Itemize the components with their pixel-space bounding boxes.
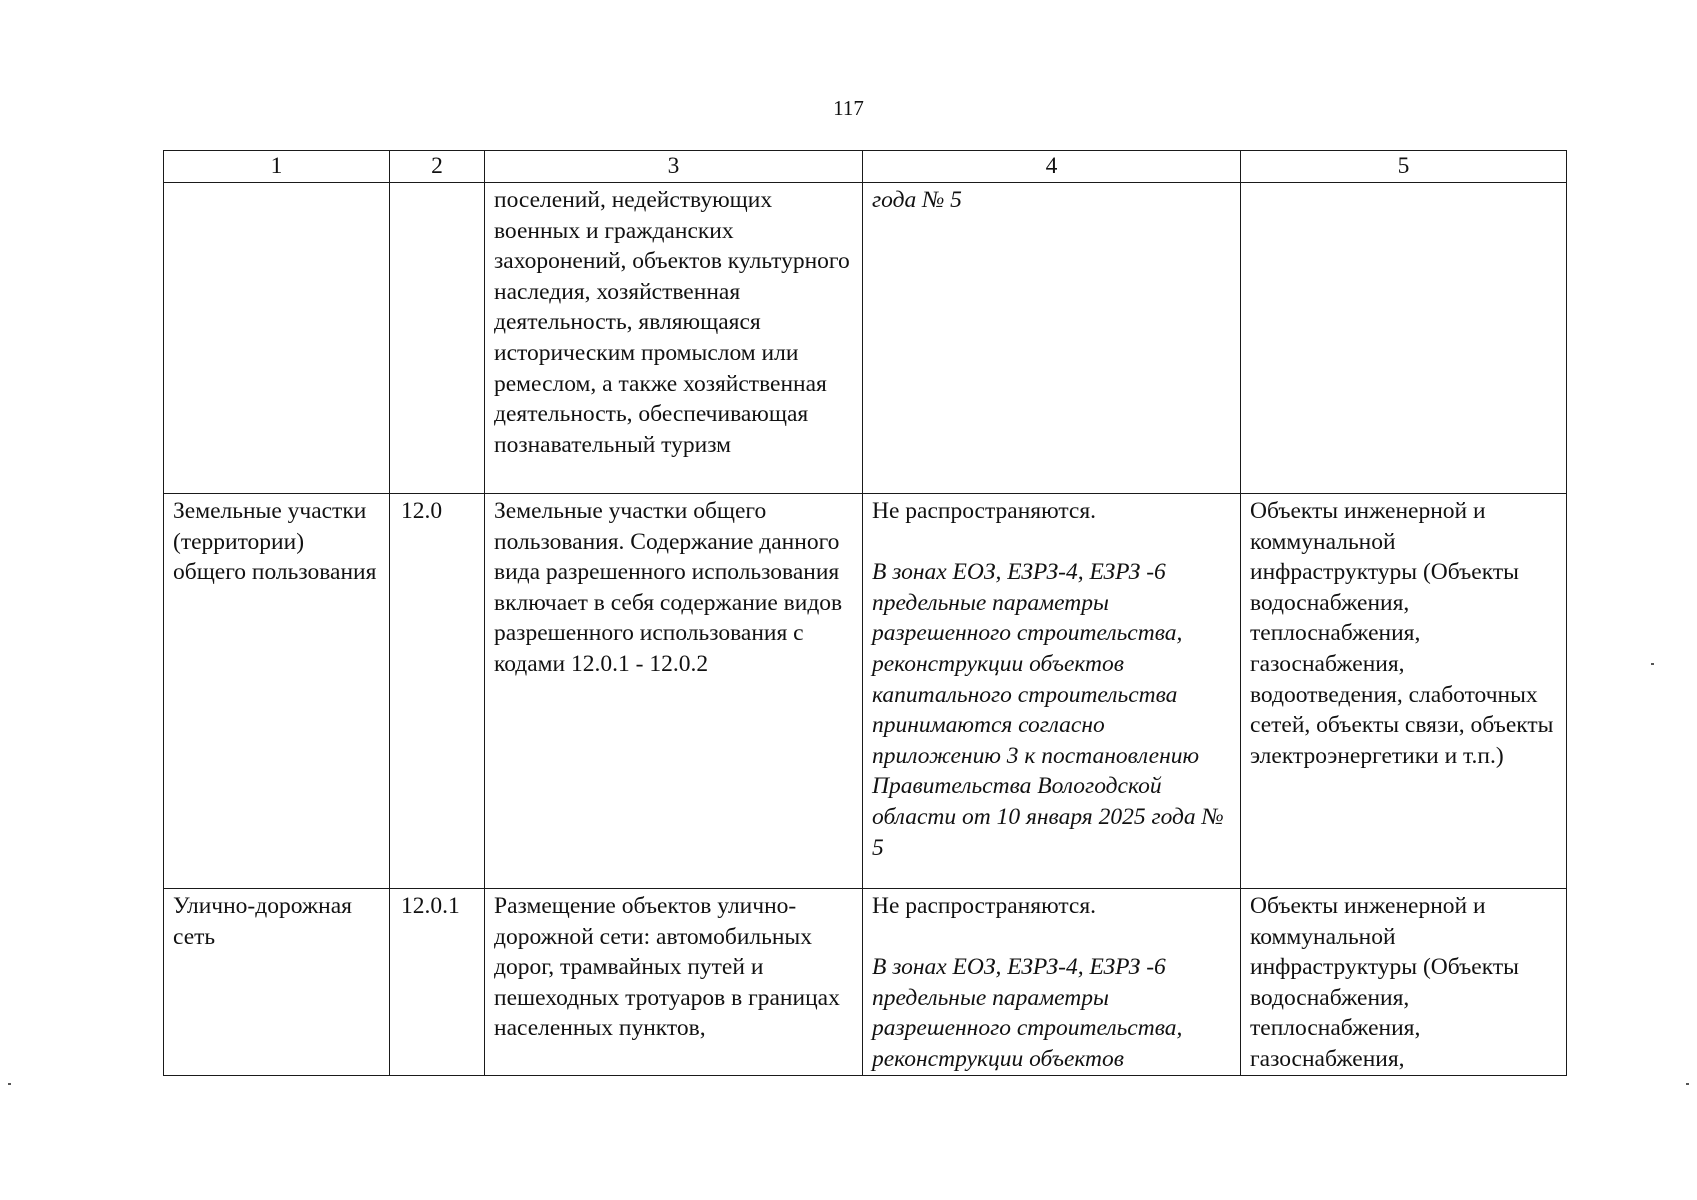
table-row xyxy=(164,494,1567,889)
paragraph-gap xyxy=(872,922,1231,953)
table-header-row xyxy=(164,151,1567,183)
parameters-note-text: В зонах ЕОЗ, ЕЗРЗ-4, ЕЗРЗ -6 предельные параметры разрешенного строительства, реконструкции объектов xyxy=(872,954,1183,1072)
cell-description: Размещение объектов улично-дорожной сети: автомобильных дорог, трамвайных путей и пешеходных тротуаров в границах населенных пунктов, xyxy=(485,889,863,1076)
parameters-main-text: Не распространяются. xyxy=(872,498,1097,524)
header-cell-3: 3 xyxy=(485,151,863,183)
cell-parameters xyxy=(863,494,1241,889)
page-number: 117 xyxy=(833,96,864,120)
parameters-note-text: В зонах ЕОЗ, ЕЗРЗ-4, ЕЗРЗ -6 предельные параметры разрешенного строительства, реконструкции объектов капитального строительства принимаются согласно приложению 3 к постановлению Правительства Вологодской области от 10 января 2025 года № 5 xyxy=(872,559,1224,861)
cell-code: 12.0.1 xyxy=(390,889,485,1076)
table-row xyxy=(164,183,1567,494)
scan-mark xyxy=(1651,663,1654,665)
cell-land-use-name xyxy=(164,183,390,494)
paragraph-gap xyxy=(872,527,1231,558)
parameters-main-text: Не распространяются. xyxy=(872,893,1097,919)
cell-land-use-name: Улично-дорожная сеть xyxy=(164,889,390,1076)
scan-mark xyxy=(1686,1083,1689,1085)
parameters-text: года № 5 xyxy=(872,187,962,213)
cell-auxiliary-objects: Объекты инженерной и коммунальной инфраструктуры (Объекты водоснабжения, теплоснабжения, газоснабжения, водоотведения, слаботочных сетей, объекты связи, объекты электроэнергетики и т.п.) xyxy=(1241,494,1567,889)
header-cell-2: 2 xyxy=(390,151,485,183)
header-cell-4: 4 xyxy=(863,151,1241,183)
table-row xyxy=(164,889,1567,1076)
cell-code xyxy=(390,183,485,494)
cell-parameters xyxy=(863,183,1241,494)
cell-parameters xyxy=(863,889,1241,1076)
cell-description: поселений, недействующих военных и гражданских захоронений, объектов культурного наследия, хозяйственная деятельность, являющаяся историческим промыслом или ремеслом, а также хозяйственная деятельность, обеспечивающая познавательный туризм xyxy=(485,183,863,494)
header-cell-5: 5 xyxy=(1241,151,1567,183)
cell-description: Земельные участки общего пользования. Содержание данного вида разрешенного использования включает в себя содержание видов разрешенного использования с кодами 12.0.1 - 12.0.2 xyxy=(485,494,863,889)
cell-auxiliary-objects xyxy=(1241,183,1567,494)
cell-land-use-name: Земельные участки (территории) общего пользования xyxy=(164,494,390,889)
scan-mark xyxy=(8,1083,11,1085)
zoning-table xyxy=(163,150,1567,1076)
header-cell-1: 1 xyxy=(164,151,390,183)
cell-auxiliary-objects: Объекты инженерной и коммунальной инфраструктуры (Объекты водоснабжения, теплоснабжения, газоснабжения, xyxy=(1241,889,1567,1076)
cell-code: 12.0 xyxy=(390,494,485,889)
